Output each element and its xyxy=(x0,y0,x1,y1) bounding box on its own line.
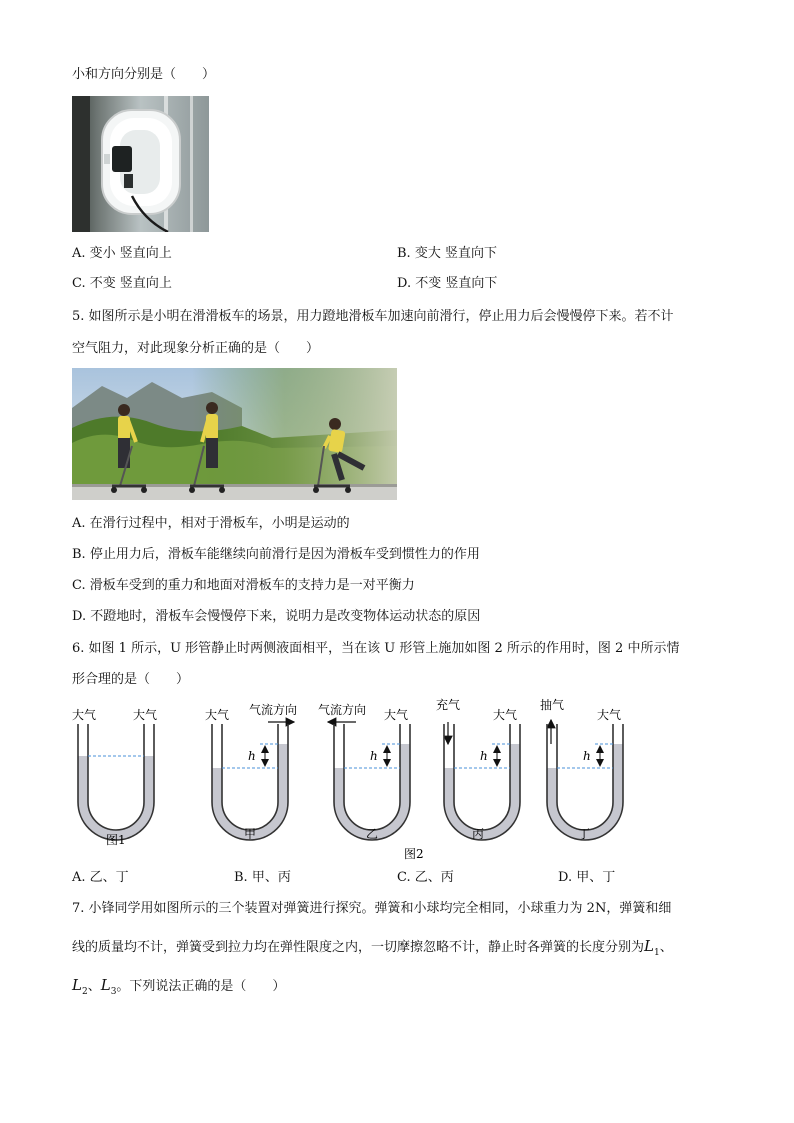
u-tube-figure xyxy=(60,692,660,862)
u-tube-bing xyxy=(436,697,520,841)
window-robot-photo xyxy=(72,96,209,232)
fig1-caption: 图1 xyxy=(106,833,126,847)
jia-caption: 甲 xyxy=(244,827,257,841)
q4-option-b: B. 变大 竖直向下 xyxy=(397,246,497,261)
q7-stem-line2: 线的质量均不计，弹簧受到拉力均在弹性限度之内，一切摩擦忽略不计，静止时各弹簧的长度分别为$L_1$、 xyxy=(72,937,673,958)
u-tube-jia xyxy=(205,702,297,841)
q6-option-b: B. 甲、丙 xyxy=(234,870,291,885)
yi-caption: 乙 xyxy=(366,827,379,841)
q4-option-a: A. 变小 竖直向上 xyxy=(72,246,172,261)
atm-label: 大气 xyxy=(133,708,158,722)
ding-caption: 丁 xyxy=(578,827,591,841)
h-label: h xyxy=(480,749,488,763)
q6-stem-line2: 形合理的是（ ） xyxy=(72,672,190,687)
q4-stem-end: 小和方向分别是（ ） xyxy=(72,67,216,82)
h-label: h xyxy=(583,749,591,763)
q7-stem-line1: 7. 小锋同学用如图所示的三个装置对弹簧进行探究。弹簧和小球均完全相同，小球重力为 2N，弹簧和细 xyxy=(72,901,672,916)
u-tube-fig1 xyxy=(72,707,157,847)
scooter-photo xyxy=(72,368,397,500)
var-l1: $L_1$ xyxy=(644,937,660,958)
q6-option-a: A. 乙、丁 xyxy=(72,870,129,885)
q4-option-d: D. 不变 竖直向下 xyxy=(397,276,498,291)
bing-caption: 丙 xyxy=(472,827,485,841)
atm-label: 大气 xyxy=(384,708,409,722)
inflate-label: 充气 xyxy=(436,698,461,712)
q6-option-c: C. 乙、丙 xyxy=(397,870,454,885)
airflow-label: 气流方向 xyxy=(249,703,298,717)
q4-option-c: C. 不变 竖直向上 xyxy=(72,276,172,291)
q5-stem-line1: 5. 如图所示是小明在滑滑板车的场景，用力蹬地滑板车加速向前滑行，停止用力后会慢慢停下来。若不计 xyxy=(72,309,674,324)
fig2-caption: 图2 xyxy=(404,847,424,861)
u-tube-ding xyxy=(540,697,623,841)
var-l2: $L_2$ xyxy=(72,976,88,997)
q5-stem-line2: 空气阻力，对此现象分析正确的是（ ） xyxy=(72,341,320,356)
atm-label: 大气 xyxy=(72,708,97,722)
h-label: h xyxy=(370,749,378,763)
atm-label: 大气 xyxy=(205,708,230,722)
var-l3: $L_3$ xyxy=(100,976,117,997)
q5-option-b: B. 停止用力后，滑板车能继续向前滑行是因为滑板车受到惯性力的作用 xyxy=(72,547,480,562)
atm-label: 大气 xyxy=(493,708,518,722)
q6-option-d: D. 甲、丁 xyxy=(558,870,616,885)
q6-stem-line1: 6. 如图 1 所示，U 形管静止时两侧液面相平，当在该 U 形管上施加如图 2 所示的作用时，图 2 中所示情 xyxy=(72,641,680,656)
q5-option-c: C. 滑板车受到的重力和地面对滑板车的支持力是一对平衡力 xyxy=(72,578,415,593)
airflow-label: 气流方向 xyxy=(318,703,367,717)
q7-stem-line3: $L_2$、$L_3$。下列说法正确的是（ ） xyxy=(72,976,286,997)
u-tube-yi xyxy=(318,702,410,841)
atm-label: 大气 xyxy=(597,708,622,722)
q5-option-a: A. 在滑行过程中，相对于滑板车，小明是运动的 xyxy=(72,516,350,531)
h-label: h xyxy=(248,749,256,763)
q5-option-d: D. 不蹬地时，滑板车会慢慢停下来，说明力是改变物体运动状态的原因 xyxy=(72,609,481,624)
pump-label: 抽气 xyxy=(540,698,565,712)
